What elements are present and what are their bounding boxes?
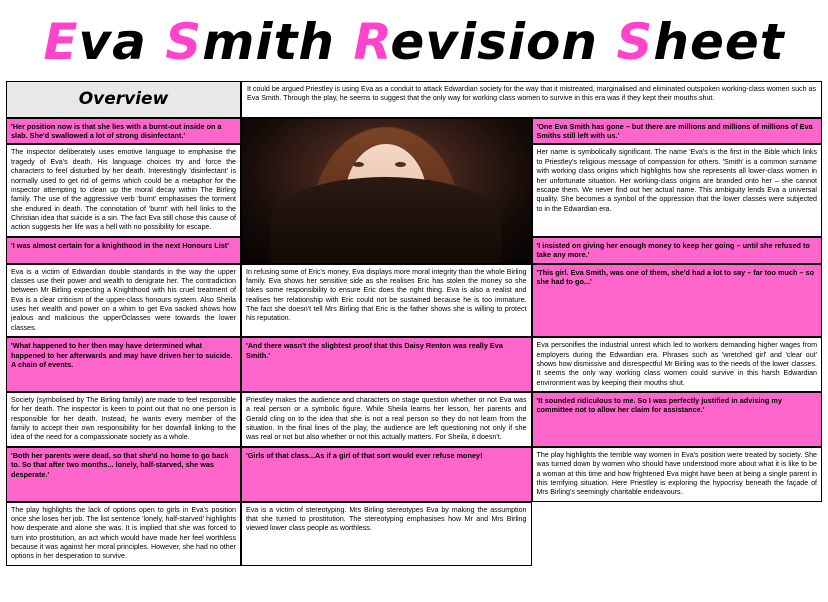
analysis-row2-left: Eva is a victim of Edwardian double standards in the way the upper classes use their power and wealth to denigrate her. The contradiction between Mr Birling expecting a Knighthood with his cruel treatment of Eva is a clear criticism of the upper-class honours system. Also Sheila uses her wealth and power on a whim to get Eva sacked shows how jealous and malicious the upperÖclasses were towards the lower classes.	[6, 264, 241, 338]
analysis-row3-left: Eva personifies the industrial unrest which led to workers demanding higher wages from employers during the Edwardian era. Phrases such as 'wretched girl' and 'clear out' shows how dismissive and disrespectful Mr Birling was to the needs of the lower classes. It seems the only way working class women could survive in this harsh Edwardian environment was by keeping their mouths shut.	[532, 337, 823, 392]
content-grid	[6, 81, 822, 566]
analysis-row4-middle: The play highlights the lack of options open to girls in Eva's position once she loses her job. The list sentence 'lonely, half-starved' highlights how desperate and alone she was. It is implied that she was forced to turn into prostitution, an act which would have made her feel worthless because it was against her moral principles. However, she had no other options in her desperation to survive.	[6, 502, 241, 566]
quote-row2-left: 'I was almost certain for a knighthood in the next Honours List'	[6, 237, 241, 264]
revision-sheet-page	[0, 13, 828, 602]
portrait-eye-right	[395, 162, 406, 167]
analysis-row1-left: The inspector deliberately uses emotive language to emphasise the tragedy of Eva's death. His language choices try and force the characters to feel disturbed by her death. Interestingly 'disinfectant' is normally used to get rid of germs which could be a metaphor for the inspector attempting to clean up the moral decay within The Birling family. The use of the aggressive verb 'burnt' emphasises the torment she endured in death. The connotation of 'burnt' with hell links to the Christian idea that suicide is a sin. The fact Eva still chose this cause of action suggests her life was a hell with no possibility for escape.	[6, 144, 241, 236]
analysis-row2-right: In refusing some of Eric's money, Eva displays more moral integrity than the whole Birling family. Eva shows her sensitive side as she realises Eric has stolen the money so she takes some responsibility to ensure Eric does the right thing. Eva is also a realist and realises her relationship with Eric could not be sustained because he is too immature. The fact she doesn't tell Mrs Birling that Eric is the father shows she is willing to protect his reputation.	[241, 264, 532, 338]
title-segment-2: S	[165, 13, 203, 71]
title-segment-1: va	[78, 13, 166, 71]
quote-row1-left: 'Her position now is that she lies with a burnt-out inside on a slab. She'd swallowed a lot of strong disinfectant.'	[6, 118, 241, 145]
overview-intro: It could be argued Priestley is using Eva as a conduit to attack Edwardian society for the way that it mistreated, marginalised and eliminated outspoken working-class women such as Eva Smith. Through the play, he seems to suggest that the only way for working class women to survive in this era was if they kept their mouths shut.	[241, 81, 822, 118]
quote-row4-middle: 'Both her parents were dead, so that she'd no home to go back to. So that after two months... lonely, half-starved, she was desperate.'	[6, 447, 241, 502]
page-title	[0, 13, 828, 71]
title-segment-3: mith	[202, 13, 354, 71]
title-segment-6: S	[616, 13, 654, 71]
eva-smith-portrait	[241, 118, 532, 264]
overview-heading: Overview	[6, 81, 241, 118]
portrait-eye-left	[353, 162, 364, 167]
portrait-shoulders	[271, 177, 501, 263]
portrait-illustration	[242, 119, 531, 263]
title-segment-7: heet	[653, 13, 785, 71]
analysis-row1-right: Her name is symbolically significant. The name 'Eva's is the first in the Bible which links to Priestley's religious message of compassion for others. 'Smith' is a common surname with working class origins which highlights how she represents all lower-class women in her unfortunate situation. Her working-class origins are branded onto her – she cannot escape them. We never find out her actual name. This ambiguity lends Eva a universal quality. She becomes a symbol of the oppression that the lower classes were subjected to in the Edwardian era.	[532, 144, 823, 236]
quote-row3-right: 'And there wasn't the slightest proof that this Daisy Renton was really Eva Smith.'	[241, 337, 532, 392]
quote-row2-right: 'I insisted on giving her enough money to keep her going – until she refused to take any more.'	[532, 237, 823, 264]
quote-row4-left: 'It sounded ridiculous to me. So I was perfectly justified in advising my committee not to allow her claim for assistance.'	[532, 392, 823, 447]
quote-row1-right: 'One Eva Smith has gone – but there are millions and millions of millions of Eva Smiths still left with us.'	[532, 118, 823, 145]
title-segment-5: evision	[390, 13, 617, 71]
analysis-row4-right: Eva is a victim of stereotyping. Mrs Birling stereotypes Eva by making the assumption that she turned to prostitution. The stereotyping emphasises how Mr and Mrs Birling viewed lower class people as worthless.	[241, 502, 532, 566]
quote-row3-left: 'This girl. Eva Smith, was one of them, she'd had a lot to say – far too much – so she had to go...'	[532, 264, 823, 338]
title-segment-4: R	[353, 13, 391, 71]
title-segment-0: E	[43, 13, 79, 71]
analysis-row3-right: Priestley makes the audience and characters on stage question whether or not Eva was a real person or a symbolic figure. While Sheila learns her lesson, her parents and Gerald cling on to the idea that she is not a real person so they do not learn from the situation. In the final lines of the play, the audience are left questioning not only if she was real or not but also whether or not this actually matters. For Sheila, it doesn't.	[241, 392, 532, 447]
quote-row3-middle: 'What happened to her then may have determined what happened to her afterwards and may have driven her to suicide. A chain of events.	[6, 337, 241, 392]
quote-row4-right: 'Girls of that class...As if a girl of that sort would ever refuse money!	[241, 447, 532, 502]
analysis-row4-left: The play highlights the terrible way women in Eva's position were treated by society. She was turned down by women who should have understood more about what it is like to be a woman at this time and how frightened Eva might have been at being a single parent in this terrifying situation. Here Priestley is exploring the hypocrisy beneath the façade of Mrs Birling's seemingly charitable endeavours.	[532, 447, 823, 502]
analysis-row3-middle: Society (symbolised by The Birling family) are made to feel responsible for her death. The inspector is keen to point out that no one person is responsible for her death. Instead, he wants every member of the family to accept their own responsibility for her downfall linking to the idea of the need for a compassionate society as a whole.	[6, 392, 241, 447]
